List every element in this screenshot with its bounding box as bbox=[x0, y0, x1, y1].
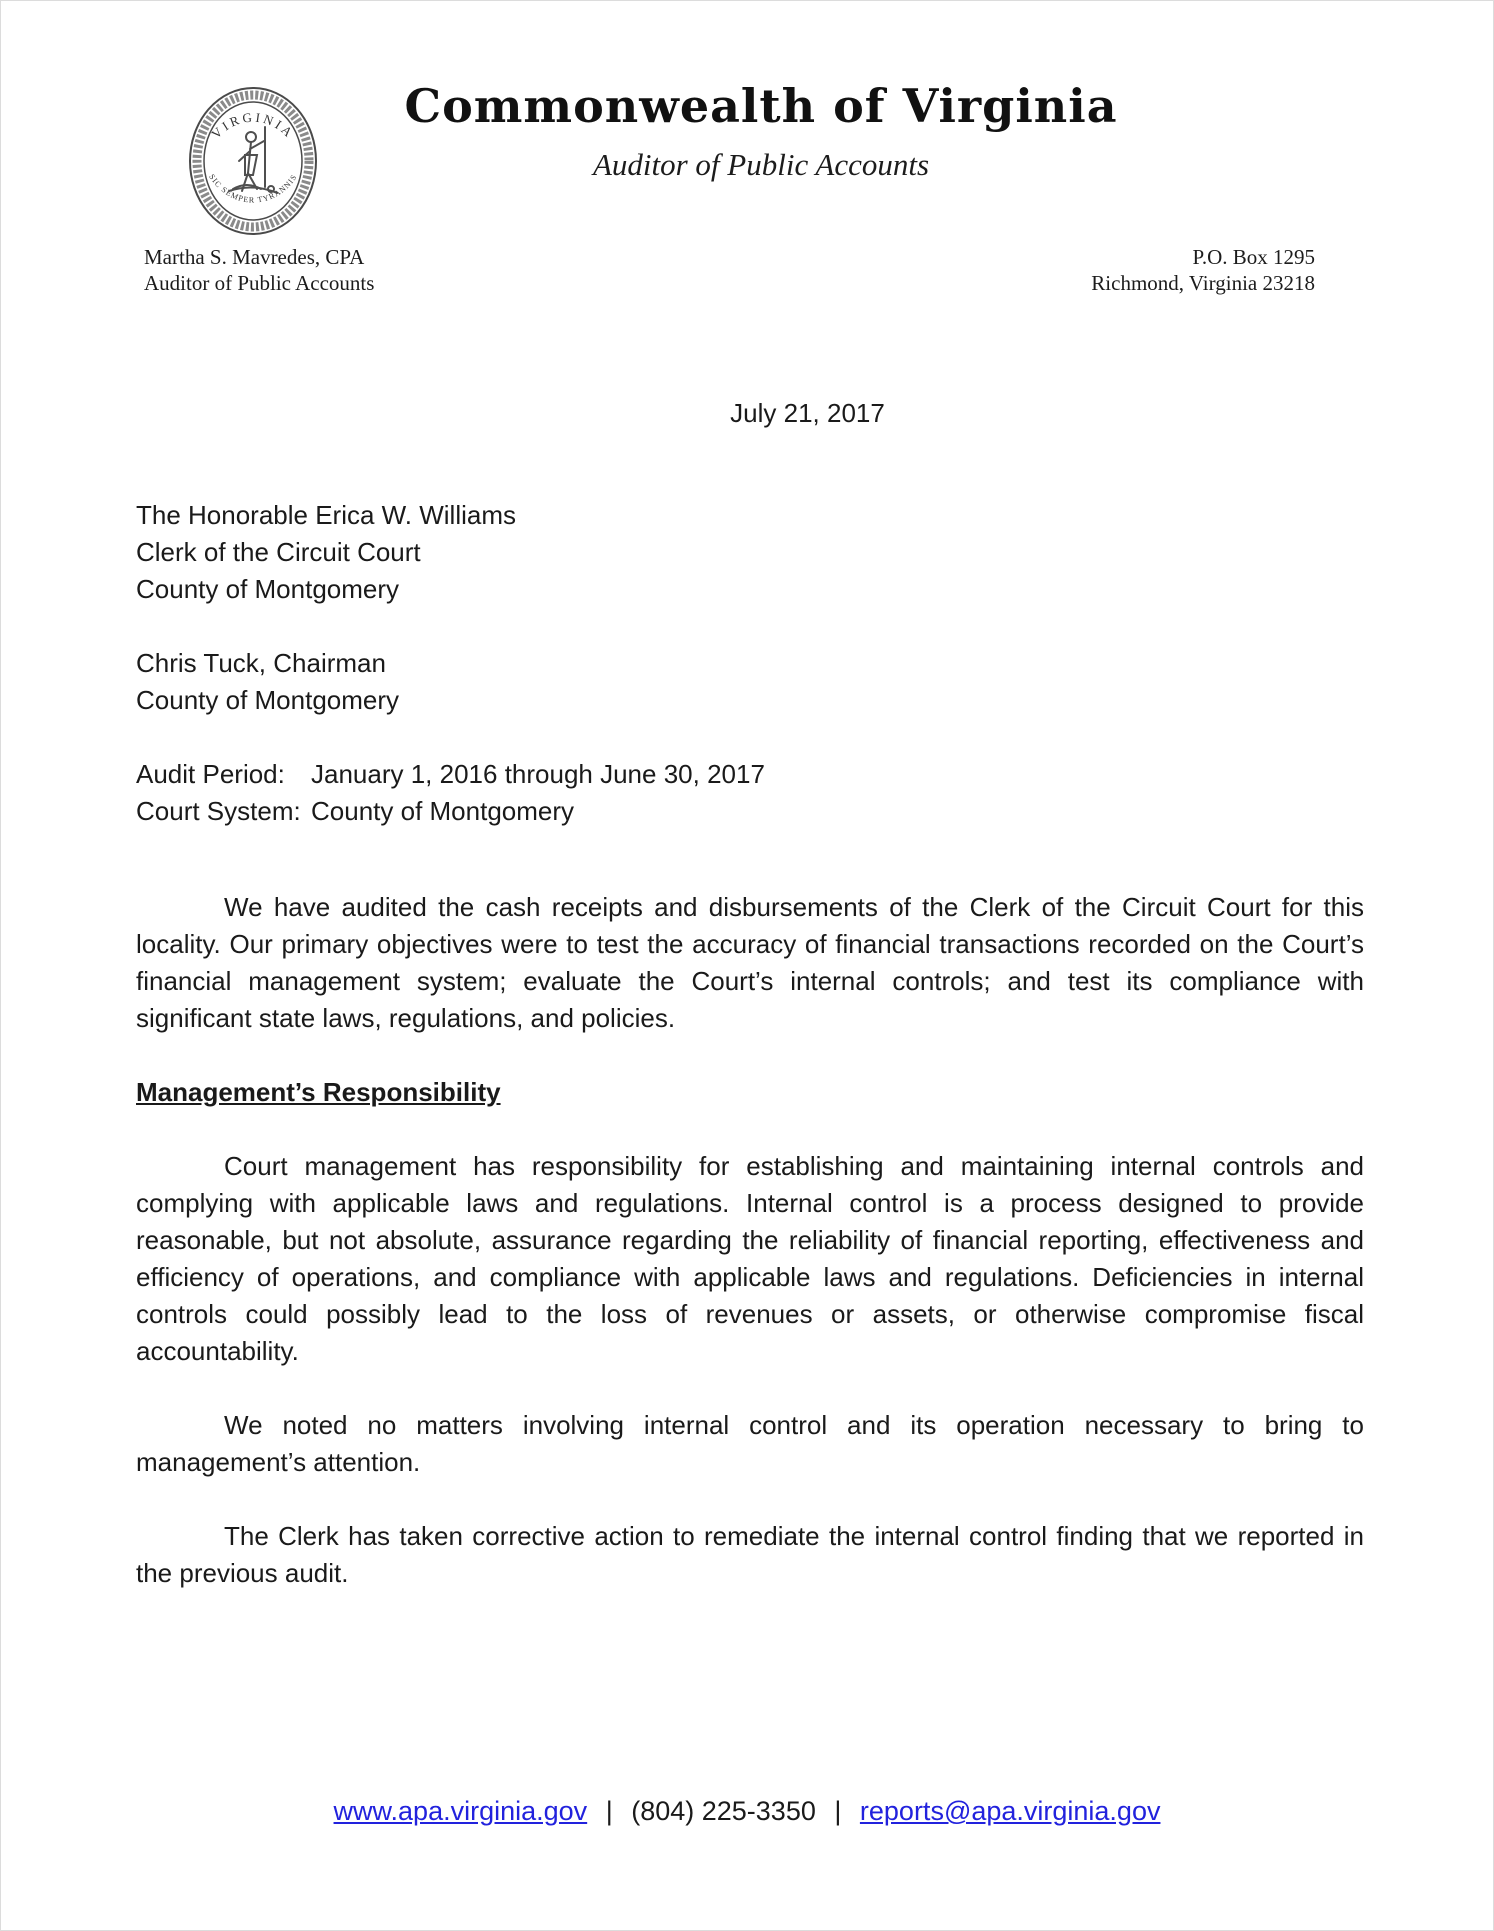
letterhead-title: Commonwealth of Virginia bbox=[404, 79, 1118, 133]
letter-date: July 21, 2017 bbox=[730, 398, 885, 428]
court-system-row bbox=[136, 793, 1364, 830]
recipient-name: The Honorable Erica W. Williams bbox=[136, 500, 516, 530]
official-title: Auditor of Public Accounts bbox=[144, 271, 375, 295]
section-heading-managements-responsibility: Management’s Responsibility bbox=[136, 1077, 501, 1107]
letterhead-subtitle: Auditor of Public Accounts bbox=[592, 147, 930, 182]
letter-body bbox=[136, 889, 1364, 1592]
paragraph-audit-scope: We have audited the cash receipts and disbursements of the Clerk of the Circuit Court for this locality. Our primary objectives were to test the accuracy of financial transactions recorded on the Court’s financial management system; evaluate the Court’s internal controls; and test its compliance with significant state laws, regulations, and policies. bbox=[136, 892, 1364, 1033]
paragraph-management-responsibility: Court management has responsibility for establishing and maintaining internal controls and complying with applicable laws and regulations. Internal control is a process designed to provide reasonable, but not absolute, assurance regarding the reliability of financial reporting, effectiveness and efficiency of operations, and compliance with applicable laws and regulations. Deficiencies in internal controls could possibly lead to the loss of revenues or assets, or otherwise compromise fiscal accountability. bbox=[136, 1151, 1364, 1366]
svg-text:VIRGINIA bbox=[208, 109, 297, 141]
audit-period-row bbox=[136, 756, 1364, 793]
virginia-state-seal-icon bbox=[187, 85, 319, 239]
letterhead-address-block bbox=[1091, 244, 1315, 296]
seal-bottom-text: SIC SEMPER TYRANNIS bbox=[207, 172, 299, 205]
recipient2-locality: County of Montgomery bbox=[136, 685, 400, 715]
po-box-line: P.O. Box 1295 bbox=[1192, 245, 1315, 269]
seal-virtus-figure bbox=[229, 127, 277, 193]
seal-top-text: VIRGINIA bbox=[208, 109, 298, 142]
letterhead-official-block bbox=[144, 244, 374, 296]
footer-separator: | bbox=[834, 1796, 842, 1826]
phone-number: (804) 225-3350 bbox=[631, 1796, 816, 1826]
footer-separator: | bbox=[605, 1796, 613, 1826]
paragraph-corrective-action: The Clerk has taken corrective action to remediate the internal control finding that we reported in the previous audit. bbox=[136, 1521, 1364, 1588]
paragraph-no-matters-noted: We noted no matters involving internal control and its operation necessary to bring to management’s attention. bbox=[136, 1410, 1364, 1477]
website-link[interactable]: www.apa.virginia.gov bbox=[333, 1796, 588, 1826]
court-system-label: Court System: bbox=[136, 796, 301, 826]
letter-footer bbox=[1, 1793, 1493, 1830]
audit-period-value: January 1, 2016 through June 30, 2017 bbox=[311, 759, 765, 789]
official-name: Martha S. Mavredes, CPA bbox=[144, 245, 365, 269]
recipient-locality: County of Montgomery bbox=[136, 574, 400, 604]
city-state-zip-line: Richmond, Virginia 23218 bbox=[1091, 271, 1315, 295]
audit-period-label: Audit Period: bbox=[136, 759, 285, 789]
recipient-title: Clerk of the Circuit Court bbox=[136, 537, 421, 567]
recipient-block bbox=[136, 497, 1364, 830]
email-link[interactable]: reports@apa.virginia.gov bbox=[859, 1796, 1161, 1826]
svg-text:SIC SEMPER TYRANNIS bbox=[207, 172, 299, 204]
court-system-value: County of Montgomery bbox=[311, 796, 575, 826]
recipient2-name: Chris Tuck, Chairman bbox=[136, 648, 386, 678]
